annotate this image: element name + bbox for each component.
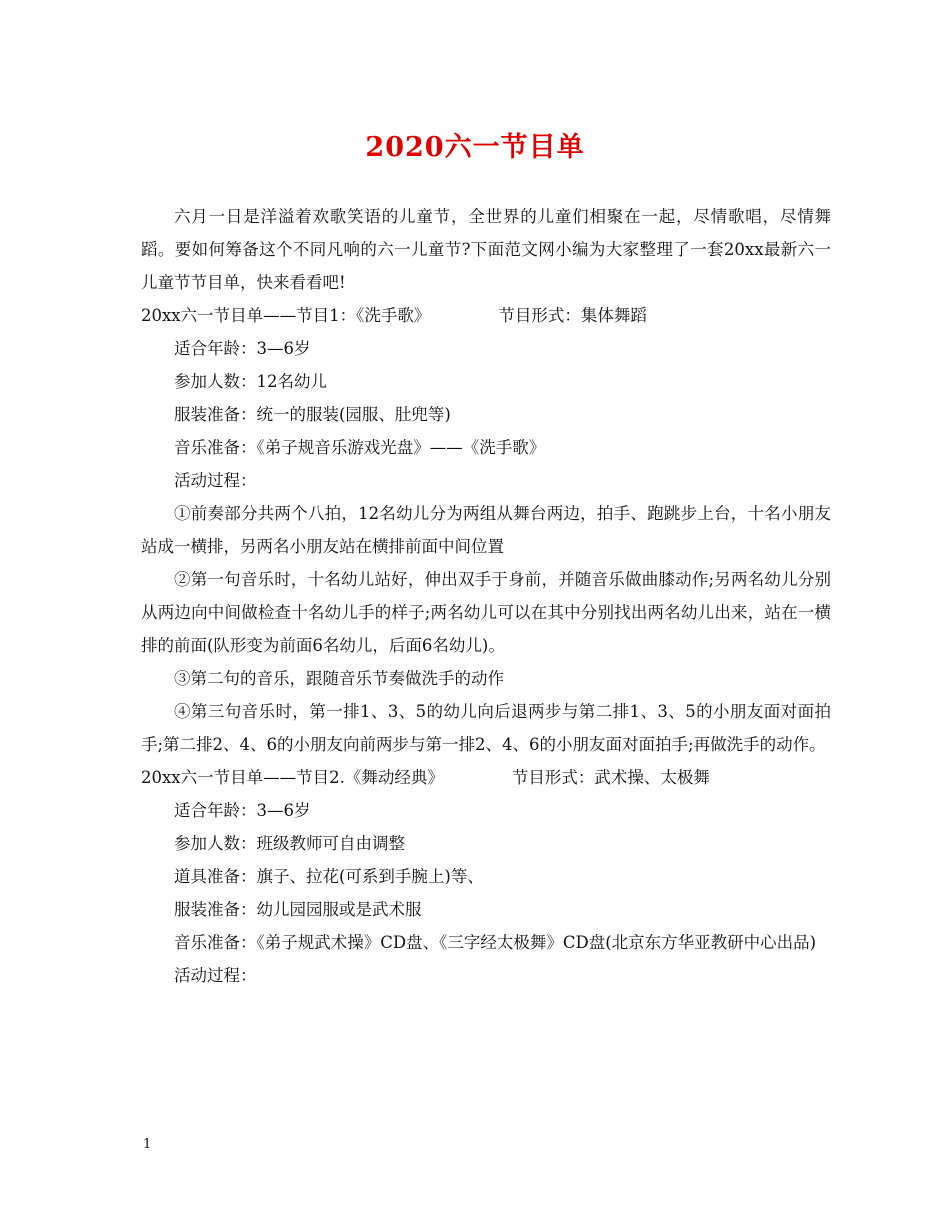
program-2-age: 适合年龄：3—6岁 [174,801,311,820]
program-2-people: 参加人数：班级教师可自由调整 [174,834,405,853]
page-title: 2020六一节目单 [365,132,585,163]
program-2-costume: 服装准备：幼儿园园服或是武术服 [174,900,422,919]
program-2-process-label: 活动过程： [174,966,257,985]
program-1-form: 节目形式：集体舞蹈 [498,306,647,325]
page-number: 1 [143,1137,152,1152]
program-1-heading: 20xx六一节目单——节目1：《洗手歌》 [141,306,431,325]
program-2-form: 节目形式：武术操、太极舞 [511,768,710,787]
program-2-props: 道具准备：旗子、拉花(可系到手腕上)等、 [174,867,484,886]
program-2-music: 音乐准备：《弟子规武术操》CD盘、《三字经太极舞》CD盘(北京东方华亚教研中心出品) [174,933,817,952]
program-1-process-label: 活动过程： [174,471,257,490]
program-1-step-3: ③第二句的音乐，跟随音乐节奏做洗手的动作 [174,669,504,688]
program-1-costume: 服装准备：统一的服装(园服、肚兜等) [174,405,451,424]
program-1-step-1: ①前奏部分共两个八拍，12名幼儿分为两组从舞台两边，拍手、跑跳步上台，十名小朋友站成一横排，另两名小朋友站在横排前面中间位置 [141,504,831,556]
program-1-age: 适合年龄：3—6岁 [174,339,311,358]
intro-paragraph: 六月一日是洋溢着欢歌笑语的儿童节，全世界的儿童们相聚在一起，尽情歌唱，尽情舞蹈。要如何筹备这个不同凡响的六一儿童节?下面范文网小编为大家整理了一套20xx最新六一儿童节节目单，快来看看吧! [141,207,831,292]
program-1-heading-line [141,299,831,332]
program-1-music: 音乐准备：《弟子规音乐游戏光盘》——《洗手歌》 [174,438,546,457]
document-body [141,200,831,992]
program-2-heading: 20xx六一节目单——节目2.《舞动经典》 [141,768,444,787]
program-2-heading-line [141,761,831,794]
program-1-step-4: ④第三句音乐时，第一排1、3、5的幼儿向后退两步与第二排1、3、5的小朋友面对面拍手;第二排2、4、6的小朋友向前两步与第一排2、4、6的小朋友面对面拍手;再做洗手的动作。 [141,702,831,754]
program-1-step-2: ②第一句音乐时，十名幼儿站好，伸出双手于身前，并随音乐做曲膝动作;另两名幼儿分别从两边向中间做检查十名幼儿手的样子;两名幼儿可以在其中分别找出两名幼儿出来，站在一横排的前面(队形变为前面6名幼儿，后面6名幼儿)。 [141,570,831,655]
program-1-people: 参加人数：12名幼儿 [174,372,327,391]
